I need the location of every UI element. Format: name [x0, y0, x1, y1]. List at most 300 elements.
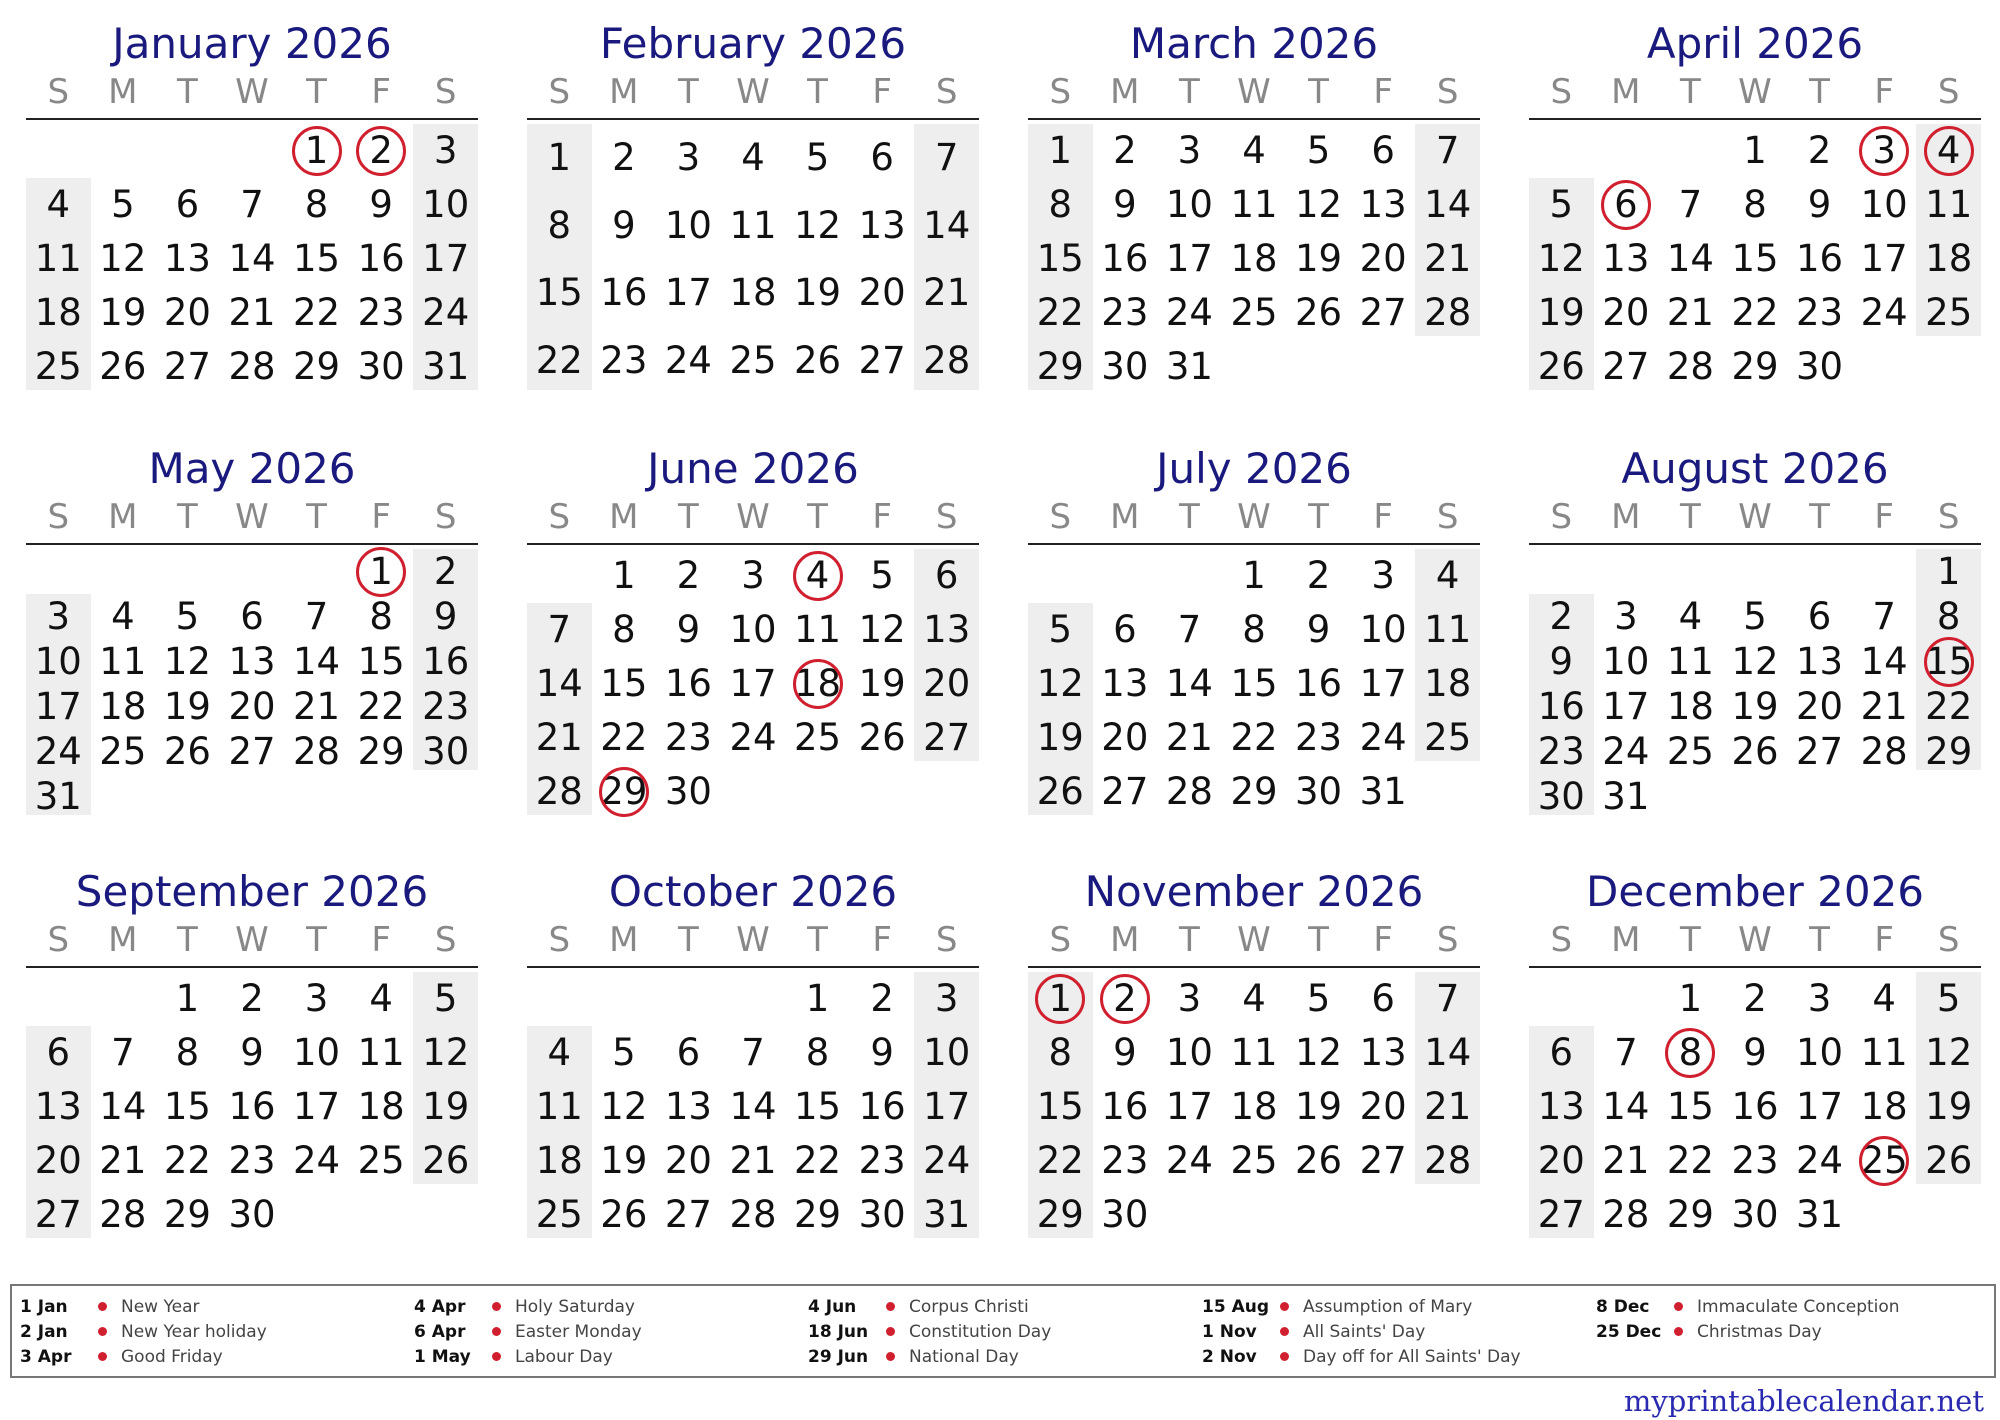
day-cell: 6 — [934, 554, 959, 597]
weekday-label: F — [1874, 72, 1894, 112]
weekday-label: S — [47, 497, 70, 537]
day-cell: 20 — [1101, 716, 1149, 759]
weekday-header — [26, 70, 478, 120]
day-cell: 8 — [304, 183, 329, 226]
day-cell: 12 — [1295, 183, 1343, 226]
day-cell: 24 — [293, 1139, 341, 1182]
day-cell: 15 — [293, 237, 341, 280]
legend-item — [20, 1319, 415, 1344]
legend-item — [808, 1319, 1203, 1344]
day-cell: 7 — [741, 1031, 765, 1074]
bullet-dot-icon — [886, 1327, 895, 1336]
weekday-label: T — [1809, 497, 1830, 537]
day-cell: 30 — [1295, 770, 1343, 813]
day-cell: 20 — [858, 271, 906, 314]
day-cell: 24 — [1165, 1139, 1213, 1182]
day-cell: 21 — [1165, 716, 1213, 759]
weekday-label: S — [1049, 920, 1072, 960]
day-cell: 14 — [228, 237, 276, 280]
weekday-header — [1028, 70, 1480, 120]
day-cell: 26 — [794, 338, 842, 382]
days-grid — [527, 968, 979, 1238]
day-cell: 25 — [1230, 291, 1278, 334]
day-cell: 31 — [34, 775, 82, 818]
day-cell: 21 — [923, 271, 971, 314]
holiday-marker-icon — [793, 659, 843, 709]
weekday-label: M — [1611, 497, 1641, 537]
day-cell: 22 — [357, 685, 405, 728]
day-cell: 28 — [1424, 1139, 1472, 1182]
day-cell: 24 — [1165, 291, 1213, 334]
day-cell: 7 — [1177, 608, 1202, 651]
weekday-label: W — [1237, 920, 1271, 960]
day-cell: 24 — [422, 291, 470, 334]
day-cell: 11 — [729, 203, 777, 247]
day-cell: 17 — [1796, 1085, 1844, 1128]
day-cell: 5 — [175, 595, 200, 638]
day-cell: 13 — [1101, 662, 1149, 705]
weekday-label: S — [548, 72, 571, 112]
day-cell: 14 — [293, 640, 341, 683]
legend-date: 15 Aug — [1202, 1296, 1270, 1317]
day-cell: 6 — [175, 183, 200, 226]
day-cell: 9 — [369, 183, 393, 226]
day-cell: 10 — [729, 608, 777, 651]
day-cell: 19 — [422, 1085, 470, 1128]
day-cell: 28 — [99, 1193, 147, 1236]
legend-holiday-name: Holy Saturday — [515, 1296, 635, 1317]
weekday-header — [26, 918, 478, 968]
day-cell: 11 — [535, 1085, 583, 1128]
day-cell: 16 — [858, 1085, 906, 1128]
legend-item — [1596, 1319, 1991, 1344]
bullet-dot-icon — [98, 1327, 107, 1336]
weekday-label: S — [1937, 72, 1960, 112]
day-cell: 31 — [1165, 345, 1213, 388]
weekday-label: T — [306, 497, 327, 537]
day-cell: 28 — [1424, 291, 1472, 334]
day-cell: 6 — [676, 1031, 701, 1074]
day-cell: 20 — [1796, 685, 1844, 728]
day-cell: 19 — [600, 1139, 648, 1182]
legend-item — [1202, 1294, 1597, 1319]
day-cell: 30 — [422, 730, 470, 773]
day-cell: 23 — [422, 685, 470, 728]
days-grid — [1529, 120, 1981, 390]
day-cell: 13 — [923, 608, 971, 651]
day-cell: 8 — [369, 595, 393, 638]
weekday-label: M — [108, 497, 138, 537]
legend-date: 8 Dec — [1596, 1296, 1650, 1317]
day-cell: 20 — [163, 291, 211, 334]
bullet-dot-icon — [98, 1352, 107, 1361]
day-cell: 2 — [1807, 129, 1832, 172]
day-cell: 6 — [1113, 608, 1137, 651]
day-cell: 31 — [923, 1193, 971, 1236]
day-cell: 16 — [1101, 1085, 1149, 1128]
day-cell: 16 — [1537, 685, 1585, 728]
day-cell: 18 — [535, 1139, 583, 1182]
day-cell: 15 — [1036, 1085, 1084, 1128]
day-cell: 17 — [1165, 237, 1213, 280]
day-cell: 4 — [1242, 129, 1266, 172]
bullet-dot-icon — [886, 1302, 895, 1311]
weekday-label: S — [1436, 920, 1459, 960]
weekday-header — [527, 70, 979, 120]
day-cell: 3 — [46, 595, 71, 638]
day-cell: 6 — [1614, 183, 1638, 226]
day-cell: 19 — [99, 291, 147, 334]
day-cell: 1 — [547, 136, 572, 179]
day-cell: 4 — [1678, 595, 1703, 638]
day-cell: 3 — [741, 554, 765, 597]
day-cell: 17 — [1359, 662, 1407, 705]
day-cell: 22 — [794, 1139, 842, 1182]
day-cell: 24 — [1602, 730, 1650, 773]
weekday-label: W — [1738, 920, 1772, 960]
day-cell: 15 — [357, 640, 405, 683]
day-cell: 9 — [676, 608, 701, 651]
day-cell: 19 — [1537, 291, 1585, 334]
holiday-marker-icon — [1100, 974, 1150, 1024]
day-cell: 23 — [357, 291, 405, 334]
weekday-label: S — [1049, 497, 1072, 537]
month-title: January 2026 — [112, 19, 392, 68]
day-cell: 8 — [612, 608, 636, 651]
weekday-label: W — [1237, 497, 1271, 537]
bullet-dot-icon — [492, 1352, 501, 1361]
day-cell: 13 — [1602, 237, 1650, 280]
day-cell: 29 — [163, 1193, 211, 1236]
day-cell: 30 — [858, 1193, 906, 1236]
day-cell: 7 — [934, 136, 959, 179]
day-cell: 6 — [1371, 129, 1395, 172]
weekday-label: S — [1049, 72, 1072, 112]
day-cell: 22 — [163, 1139, 211, 1182]
day-cell: 17 — [34, 685, 82, 728]
day-cell: 27 — [1602, 345, 1650, 388]
day-cell: 25 — [729, 338, 777, 382]
day-cell: 30 — [1101, 345, 1149, 388]
weekday-label: T — [1179, 497, 1200, 537]
day-cell: 28 — [729, 1193, 777, 1236]
day-cell: 19 — [1295, 237, 1343, 280]
day-cell: 3 — [1371, 554, 1395, 597]
weekday-label: S — [47, 72, 70, 112]
legend-date: 1 May — [414, 1346, 471, 1367]
day-cell: 17 — [422, 237, 470, 280]
day-cell: 15 — [1036, 237, 1084, 280]
day-cell: 5 — [1936, 977, 1961, 1020]
weekday-label: T — [177, 497, 198, 537]
weekday-label: W — [1738, 72, 1772, 112]
day-cell: 14 — [99, 1085, 147, 1128]
weekday-label: T — [807, 72, 828, 112]
day-cell: 13 — [163, 237, 211, 280]
day-cell: 22 — [1036, 291, 1084, 334]
holiday-marker-icon — [292, 126, 342, 176]
holiday-marker-icon — [1859, 1136, 1909, 1186]
day-cell: 5 — [1306, 129, 1331, 172]
month-8 — [1529, 443, 1981, 818]
day-cell: 21 — [228, 291, 276, 334]
weekday-label: T — [1308, 497, 1329, 537]
day-cell: 11 — [1860, 1031, 1908, 1074]
days-grid — [1028, 120, 1480, 390]
day-cell: 26 — [858, 716, 906, 759]
day-cell: 20 — [34, 1139, 82, 1182]
day-cell: 23 — [1537, 730, 1585, 773]
day-cell: 16 — [422, 640, 470, 683]
day-cell: 11 — [34, 237, 82, 280]
holiday-marker-icon — [1035, 974, 1085, 1024]
weekday-label: F — [872, 497, 892, 537]
day-cell: 19 — [1731, 685, 1779, 728]
day-cell: 30 — [1537, 775, 1585, 818]
day-cell: 18 — [1230, 237, 1278, 280]
day-cell: 27 — [858, 338, 906, 382]
day-cell: 18 — [1925, 237, 1973, 280]
day-cell: 8 — [1048, 183, 1073, 226]
day-cell: 2 — [1113, 129, 1137, 172]
day-cell: 12 — [99, 237, 147, 280]
day-cell: 22 — [1731, 291, 1779, 334]
day-cell: 24 — [1359, 716, 1407, 759]
day-cell: 18 — [729, 271, 777, 314]
days-grid — [26, 968, 478, 1238]
day-cell: 2 — [612, 136, 636, 179]
weekday-label: M — [609, 920, 639, 960]
day-cell: 12 — [600, 1085, 648, 1128]
day-cell: 5 — [1306, 977, 1331, 1020]
days-grid — [1529, 968, 1981, 1238]
day-cell: 16 — [1731, 1085, 1779, 1128]
day-cell: 22 — [535, 338, 583, 382]
weekday-label: T — [1308, 920, 1329, 960]
weekday-header — [1028, 918, 1480, 968]
day-cell: 7 — [547, 608, 572, 651]
day-cell: 5 — [805, 136, 830, 179]
day-cell: 9 — [870, 1031, 894, 1074]
day-cell: 5 — [433, 977, 458, 1020]
day-cell: 20 — [1359, 237, 1407, 280]
day-cell: 8 — [175, 1031, 200, 1074]
day-cell: 5 — [870, 554, 894, 597]
day-cell: 18 — [357, 1085, 405, 1128]
weekday-label: S — [1550, 920, 1573, 960]
legend-holiday-name: Constitution Day — [909, 1321, 1052, 1342]
weekday-label: F — [1373, 920, 1393, 960]
day-cell: 25 — [1925, 291, 1973, 334]
day-cell: 26 — [422, 1139, 470, 1182]
days-grid — [1028, 968, 1480, 1238]
day-cell: 26 — [1731, 730, 1779, 773]
legend-date: 18 Jun — [808, 1321, 869, 1342]
day-cell: 1 — [369, 550, 393, 593]
day-cell: 1 — [1048, 977, 1073, 1020]
weekday-label: S — [47, 920, 70, 960]
day-cell: 13 — [1537, 1085, 1585, 1128]
day-cell: 9 — [1113, 1031, 1137, 1074]
day-cell: 29 — [1925, 730, 1973, 773]
day-cell: 19 — [1036, 716, 1084, 759]
day-cell: 15 — [600, 662, 648, 705]
day-cell: 24 — [923, 1139, 971, 1182]
day-cell: 20 — [228, 685, 276, 728]
month-title: April 2026 — [1646, 19, 1864, 68]
weekday-label: W — [1237, 72, 1271, 112]
legend-column — [20, 1294, 415, 1369]
day-cell: 10 — [34, 640, 82, 683]
day-cell: 27 — [1359, 1139, 1407, 1182]
day-cell: 31 — [422, 345, 470, 388]
month-title: July 2026 — [1156, 444, 1352, 493]
day-cell: 30 — [1101, 1193, 1149, 1236]
day-cell: 13 — [1359, 1031, 1407, 1074]
month-title: September 2026 — [75, 867, 429, 916]
month-title: August 2026 — [1621, 444, 1889, 493]
day-cell: 14 — [923, 203, 971, 247]
day-cell: 28 — [293, 730, 341, 773]
legend-column — [1202, 1294, 1597, 1369]
day-cell: 14 — [1424, 1031, 1472, 1074]
legend-holiday-name: Corpus Christi — [909, 1296, 1029, 1317]
month-3 — [1028, 18, 1480, 390]
day-cell: 12 — [163, 640, 211, 683]
day-cell: 1 — [805, 977, 830, 1020]
legend-column — [414, 1294, 809, 1369]
holiday-marker-icon — [356, 126, 406, 176]
day-cell: 22 — [1925, 685, 1973, 728]
day-cell: 19 — [1925, 1085, 1973, 1128]
day-cell: 11 — [1925, 183, 1973, 226]
day-cell: 16 — [664, 662, 712, 705]
day-cell: 23 — [858, 1139, 906, 1182]
weekday-header — [527, 918, 979, 968]
day-cell: 4 — [1872, 977, 1896, 1020]
day-cell: 16 — [1796, 237, 1844, 280]
day-cell: 4 — [1435, 554, 1460, 597]
month-1 — [26, 18, 478, 390]
day-cell: 9 — [240, 1031, 264, 1074]
day-cell: 18 — [794, 662, 842, 705]
day-cell: 9 — [1807, 183, 1832, 226]
day-cell: 12 — [858, 608, 906, 651]
day-cell: 14 — [1165, 662, 1213, 705]
day-cell: 28 — [228, 345, 276, 388]
day-cell: 22 — [1230, 716, 1278, 759]
day-cell: 15 — [163, 1085, 211, 1128]
holiday-marker-icon — [1859, 126, 1909, 176]
day-cell: 19 — [858, 662, 906, 705]
day-cell: 18 — [99, 685, 147, 728]
day-cell: 10 — [1602, 640, 1650, 683]
legend-date: 1 Jan — [20, 1296, 68, 1317]
day-cell: 17 — [1602, 685, 1650, 728]
day-cell: 22 — [1666, 1139, 1714, 1182]
day-cell: 3 — [1807, 977, 1832, 1020]
day-cell: 20 — [1537, 1139, 1585, 1182]
day-cell: 17 — [729, 662, 777, 705]
day-cell: 18 — [1666, 685, 1714, 728]
day-cell: 2 — [369, 129, 393, 172]
day-cell: 8 — [1743, 183, 1767, 226]
day-cell: 4 — [111, 595, 135, 638]
day-cell: 24 — [1796, 1139, 1844, 1182]
weekday-label: W — [1738, 497, 1772, 537]
day-cell: 21 — [535, 716, 583, 759]
day-cell: 28 — [1860, 730, 1908, 773]
day-cell: 11 — [357, 1031, 405, 1074]
day-cell: 8 — [1936, 595, 1961, 638]
bullet-dot-icon — [886, 1352, 895, 1361]
day-cell: 23 — [1731, 1139, 1779, 1182]
legend-date: 4 Jun — [808, 1296, 857, 1317]
day-cell: 6 — [46, 1031, 71, 1074]
month-7 — [1028, 443, 1480, 815]
day-cell: 7 — [1435, 129, 1460, 172]
weekday-label: T — [1680, 497, 1701, 537]
day-cell: 20 — [664, 1139, 712, 1182]
day-cell: 9 — [433, 595, 458, 638]
weekday-label: S — [935, 497, 958, 537]
weekday-label: F — [872, 72, 892, 112]
weekday-label: M — [609, 497, 639, 537]
day-cell: 10 — [1359, 608, 1407, 651]
day-cell: 7 — [1435, 977, 1460, 1020]
day-cell: 10 — [1860, 183, 1908, 226]
day-cell: 26 — [1295, 291, 1343, 334]
day-cell: 10 — [422, 183, 470, 226]
weekday-label: T — [1308, 72, 1329, 112]
day-cell: 1 — [1048, 129, 1073, 172]
day-cell: 24 — [729, 716, 777, 759]
days-grid — [26, 120, 478, 390]
day-cell: 26 — [99, 345, 147, 388]
day-cell: 1 — [612, 554, 636, 597]
day-cell: 28 — [1666, 345, 1714, 388]
legend-item — [20, 1294, 415, 1319]
legend-date: 2 Jan — [20, 1321, 68, 1342]
day-cell: 1 — [1678, 977, 1703, 1020]
legend-item — [20, 1344, 415, 1369]
day-cell: 10 — [1165, 1031, 1213, 1074]
day-cell: 11 — [1666, 640, 1714, 683]
day-cell: 30 — [1731, 1193, 1779, 1236]
legend-item — [414, 1294, 809, 1319]
day-cell: 21 — [1602, 1139, 1650, 1182]
legend-holiday-name: Day off for All Saints' Day — [1303, 1346, 1521, 1367]
day-cell: 27 — [1796, 730, 1844, 773]
day-cell: 11 — [1424, 608, 1472, 651]
day-cell: 25 — [357, 1139, 405, 1182]
day-cell: 14 — [535, 662, 583, 705]
weekday-label: S — [935, 920, 958, 960]
day-cell: 5 — [1743, 595, 1767, 638]
legend-column — [1596, 1294, 1991, 1344]
day-cell: 17 — [923, 1085, 971, 1128]
day-cell: 1 — [1936, 550, 1961, 593]
day-cell: 4 — [369, 977, 393, 1020]
day-cell: 13 — [1796, 640, 1844, 683]
legend-date: 6 Apr — [414, 1321, 466, 1342]
day-cell: 18 — [1230, 1085, 1278, 1128]
day-cell: 3 — [433, 129, 458, 172]
weekday-header — [1028, 495, 1480, 545]
weekday-label: W — [235, 920, 269, 960]
day-cell: 7 — [1678, 183, 1703, 226]
month-title: June 2026 — [647, 444, 859, 493]
